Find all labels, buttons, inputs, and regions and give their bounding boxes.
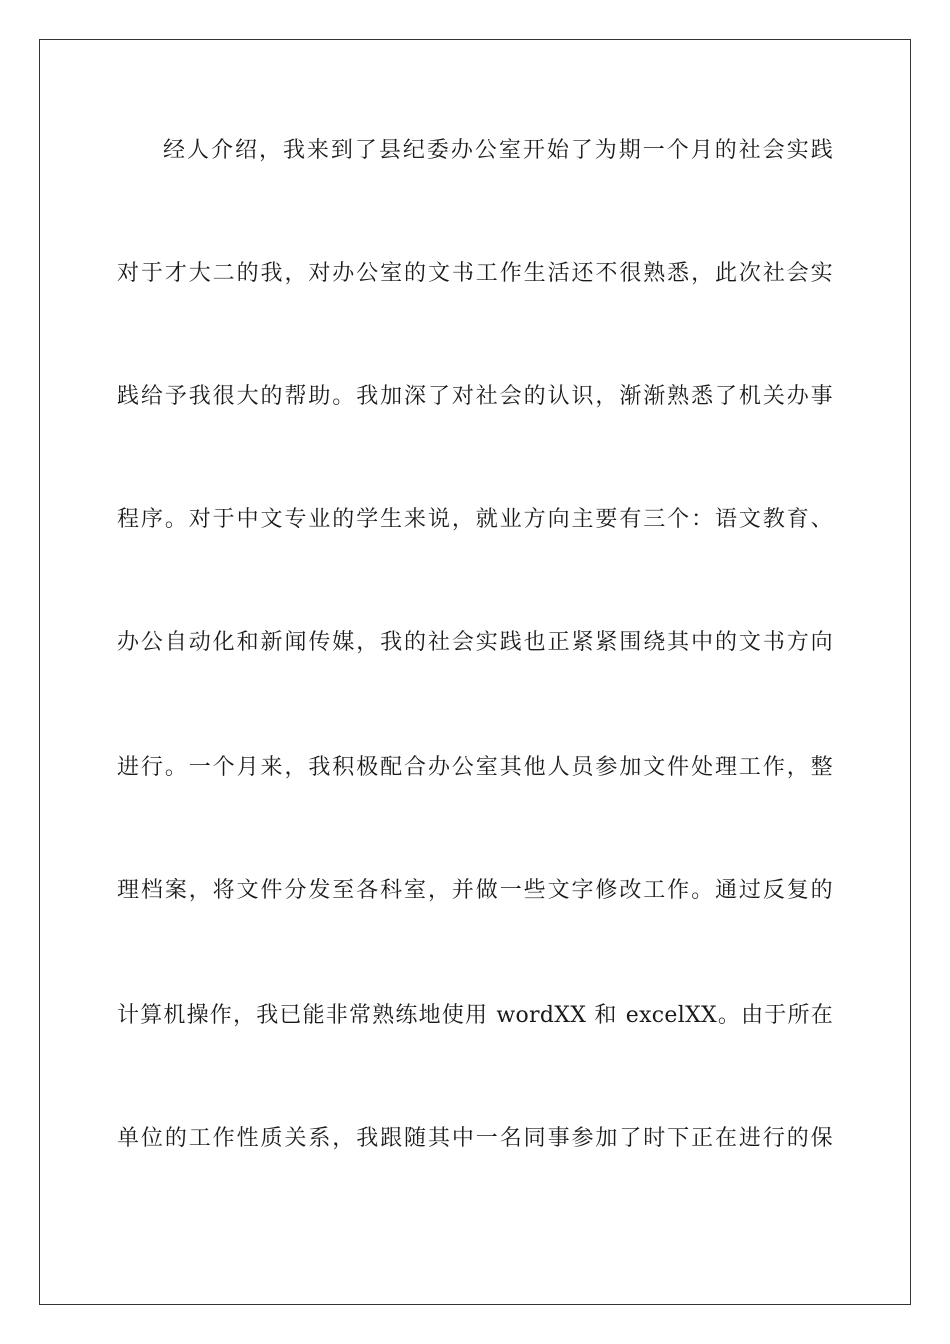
text-line: 理档案，将文件分发至各科室，并做一些文字修改工作。通过反复的 bbox=[117, 878, 833, 903]
text-line: 进行。一个月来，我积极配合办公室其他人员参加文件处理工作，整 bbox=[117, 755, 833, 780]
text-line: 对于才大二的我，对办公室的文书工作生活还不很熟悉，此次社会实 bbox=[117, 261, 833, 286]
text-line: 经人介绍，我来到了县纪委办公室开始了为期一个月的社会实践 bbox=[163, 138, 833, 163]
text-line: 计算机操作，我已能非常熟练地使用 wordXX 和 excelXX。由于所在 bbox=[117, 1003, 833, 1028]
text-line: 单位的工作性质关系，我跟随其中一名同事参加了时下正在进行的保 bbox=[117, 1126, 833, 1151]
text-line: 践给予我很大的帮助。我加深了对社会的认识，渐渐熟悉了机关办事 bbox=[117, 384, 833, 409]
text-line: 办公自动化和新闻传媒，我的社会实践也正紧紧围绕其中的文书方向 bbox=[117, 630, 833, 655]
page-border bbox=[39, 39, 911, 1305]
text-line: 程序。对于中文专业的学生来说，就业方向主要有三个：语文教育、 bbox=[117, 507, 833, 532]
